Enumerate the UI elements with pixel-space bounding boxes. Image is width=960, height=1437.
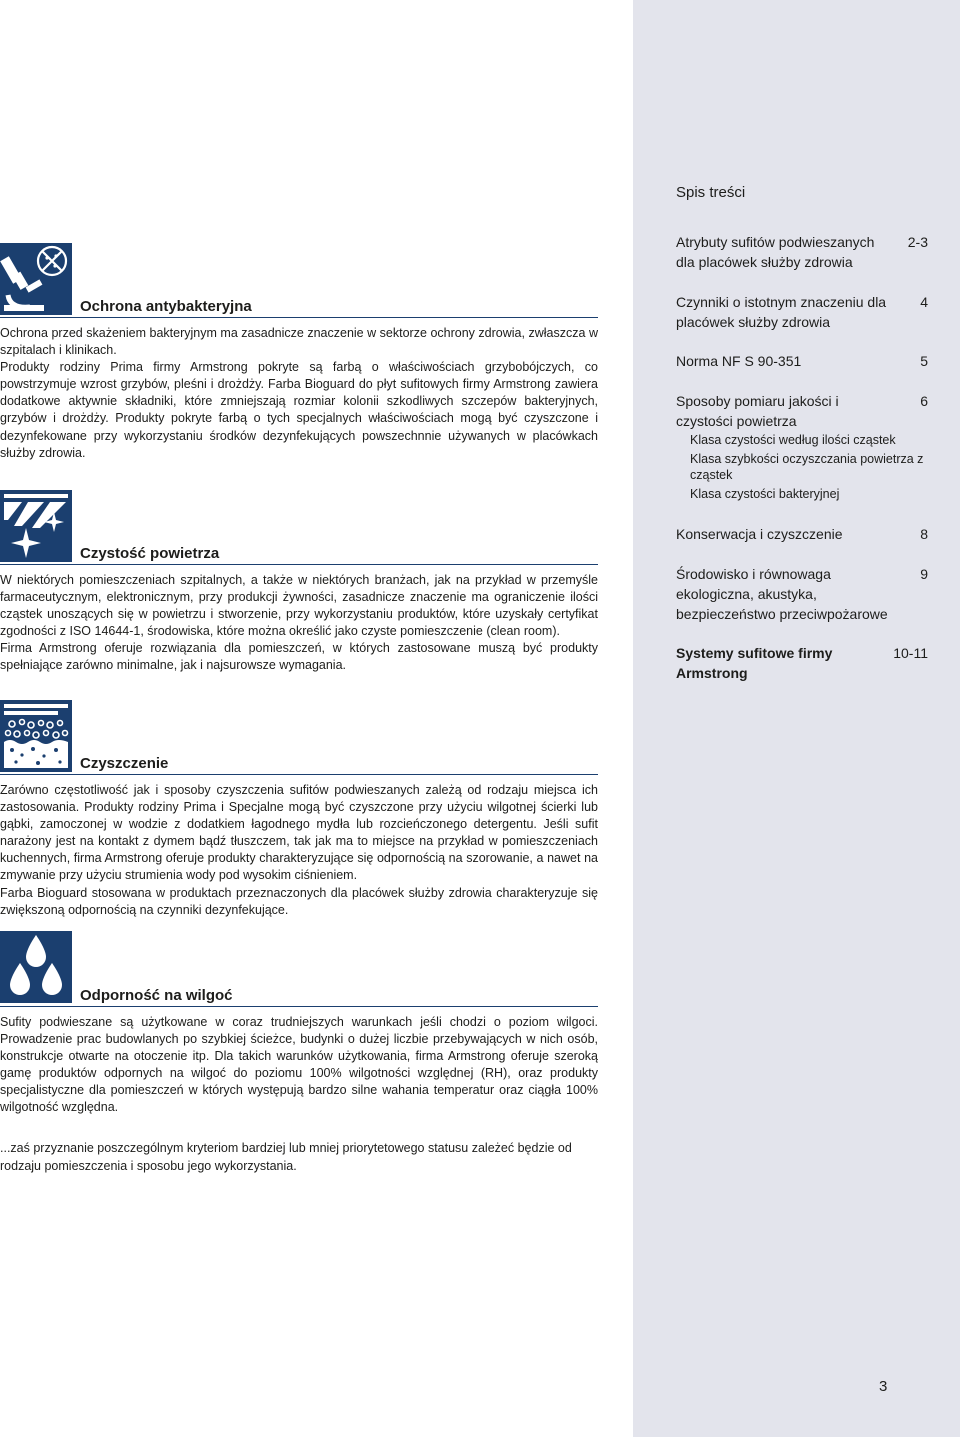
section-rule [0, 774, 598, 775]
cleaning-icon [0, 700, 72, 772]
toc-subitem[interactable]: Klasa szybkości oczyszczania powietrza z cząstek [690, 452, 924, 482]
toc-entry-title: Konserwacja i czyszczenie [676, 526, 843, 542]
section-body [0, 782, 598, 919]
toc-entry-page: 6 [920, 393, 928, 409]
section-body [0, 1014, 598, 1117]
toc-subitem[interactable]: Klasa czystości według ilości cząstek [690, 433, 896, 447]
section-title: Ochrona antybakteryjna [80, 298, 252, 315]
toc-entry-page: 8 [920, 526, 928, 542]
section-body [0, 325, 598, 462]
paragraph: W niektórych pomieszczeniach szpitalnych, a także w niektórych branżach, jak na przykład w przemyśle farmaceutycznym, elektronicznym, przy produkcji żywności, zasadnicze znaczenie ma ograniczenie ilości cząstek unoszących się w powietrzu i stworzenie, przy wykorzystaniu produktów, które uzyskały certyfikat zgodności z ISO 14644-1, środowiska, które można określić jako czyste pomieszczenie (clean room). [0, 573, 598, 639]
water-drops-icon [0, 931, 72, 1003]
toc-entry-page: 2-3 [907, 234, 928, 250]
section-rule [0, 564, 598, 565]
closing-note: ...zaś przyznanie poszczególnym kryteriom bardziej lub mniej priorytetowego statusu zależeć będzie od rodzaju pomieszczenia i sposobu jego wykorzystania. [0, 1141, 572, 1173]
paragraph: Firma Armstrong oferuje rozwiązania dla pomieszczeń, w których zastosowane muszą być produkty spełniające zarówno minimalne, jak i najsurowsze wymagania. [0, 641, 598, 673]
paragraph: Farba Bioguard stosowana w produktach przeznaczonych dla placówek służby zdrowia charakteryzuje się zwiększoną odpornością na czynniki dezynfekujące. [0, 885, 598, 917]
toc-entry[interactable] [676, 643, 928, 683]
toc-entry-page: 5 [920, 353, 928, 369]
toc-entry[interactable] [676, 292, 928, 332]
section-title: Czystość powietrza [80, 545, 220, 562]
toc-entry[interactable] [676, 351, 928, 371]
toc-entry[interactable] [676, 232, 928, 272]
air-purity-icon [0, 490, 72, 562]
paragraph: Produkty rodziny Prima firmy Armstrong pokryte są farbą o właściwościach grzybobójczych, co powstrzymuje wzrost grzybów, pleśni i drożdży. Farba Bioguard do płyt sufitowych firmy Armstrong zawiera dodatkowe aktywnie składniki, które zmniejszają rozmiar kolonii szkodliwych szczepów bakteryjnych, grzybów i drożdży. Produkty pokryte farbą o tych specjalnych właściwościach mogą być czyszczone i dezynfekowane przy wykorzystaniu środków dezynfekujących powszechnnie używanych w placówkach służby zdrowia. [0, 360, 598, 460]
toc-entry-title: Środowisko i równowaga ekologiczna, akustyka, bezpieczeństwo przeciwpożarowe [676, 566, 888, 622]
toc-heading: Spis treści [676, 184, 746, 201]
toc-entry[interactable] [676, 391, 928, 431]
toc-subitem[interactable]: Klasa czystości bakteryjnej [690, 487, 840, 501]
toc-entry-title: Czynniki o istotnym znaczeniu dla placówek służby zdrowia [676, 294, 887, 330]
paragraph: Sufity podwieszane są użytkowane w coraz trudniejszych warunkach jeśli chodzi o poziom wilgoci. Prowadzenie prac budowlanych po szybkiej ścieżce, budynki o dużej liczbie przebywających w nich osób, konstrukcje otwarte na otoczenie itp. Dla takich warunków użytkowania, firma Armstrong oferuje szeroką gamę produktów odpornych na wilgoć do poziomu 100% wilgotności względnej (RH), oraz produkty specjalistyczne dla pomieszczeń w których występują bardzo silne wahania temperatur oraz ciągła 100% wilgotność względna. [0, 1015, 598, 1115]
page-number: 3 [879, 1378, 888, 1395]
toc-entry-title: Atrybuty sufitów podwieszanych dla placówek służby zdrowia [676, 234, 875, 270]
antibacterial-icon [0, 243, 72, 315]
toc-entry[interactable] [676, 524, 928, 544]
toc-entry-page: 9 [920, 566, 928, 582]
section-title: Czyszczenie [80, 755, 169, 772]
section-rule [0, 1006, 598, 1007]
toc-entry[interactable] [676, 564, 928, 624]
toc-entry-title: Systemy sufitowe firmy Armstrong [676, 645, 833, 681]
section-title: Odporność na wilgoć [80, 987, 233, 1004]
paragraph: Zarówno częstotliwość jak i sposoby czyszczenia sufitów podwieszanych zależą od rodzaju miejsca ich zastosowania. Produkty rodziny Prima i Specjalne mogą być czyszczone przy użyciu wilgotnej ścierki lub gąbki, zamoczonej w wodzie z dodatkiem łagodnego mydła lub rozcieńczonego detergentu. Jeśli sufit narażony jest na kontakt z dymem bądź tłuszczem, tak jak ma to miejsce na przykład w pomieszczeniach kuchennych, firma Armstrong oferuje produkty charakteryzujące się odpornością na szorowanie, a nawet na zmywanie przy użyciu strumienia wody pod wysokim ciśnieniem. [0, 783, 598, 883]
section-rule [0, 317, 598, 318]
toc-sidebar [633, 0, 960, 1437]
toc-entry-page: 4 [920, 294, 928, 310]
toc-entry-title: Sposoby pomiaru jakości i czystości powietrza [676, 393, 839, 429]
section-body [0, 572, 598, 675]
toc-entry-page: 10-11 [893, 645, 928, 661]
paragraph: Ochrona przed skażeniem bakteryjnym ma zasadnicze znaczenie w sektorze ochrony zdrowia, zwłaszcza w szpitalach i klinikach. [0, 326, 598, 358]
toc-entry-title: Norma NF S 90-351 [676, 353, 802, 369]
